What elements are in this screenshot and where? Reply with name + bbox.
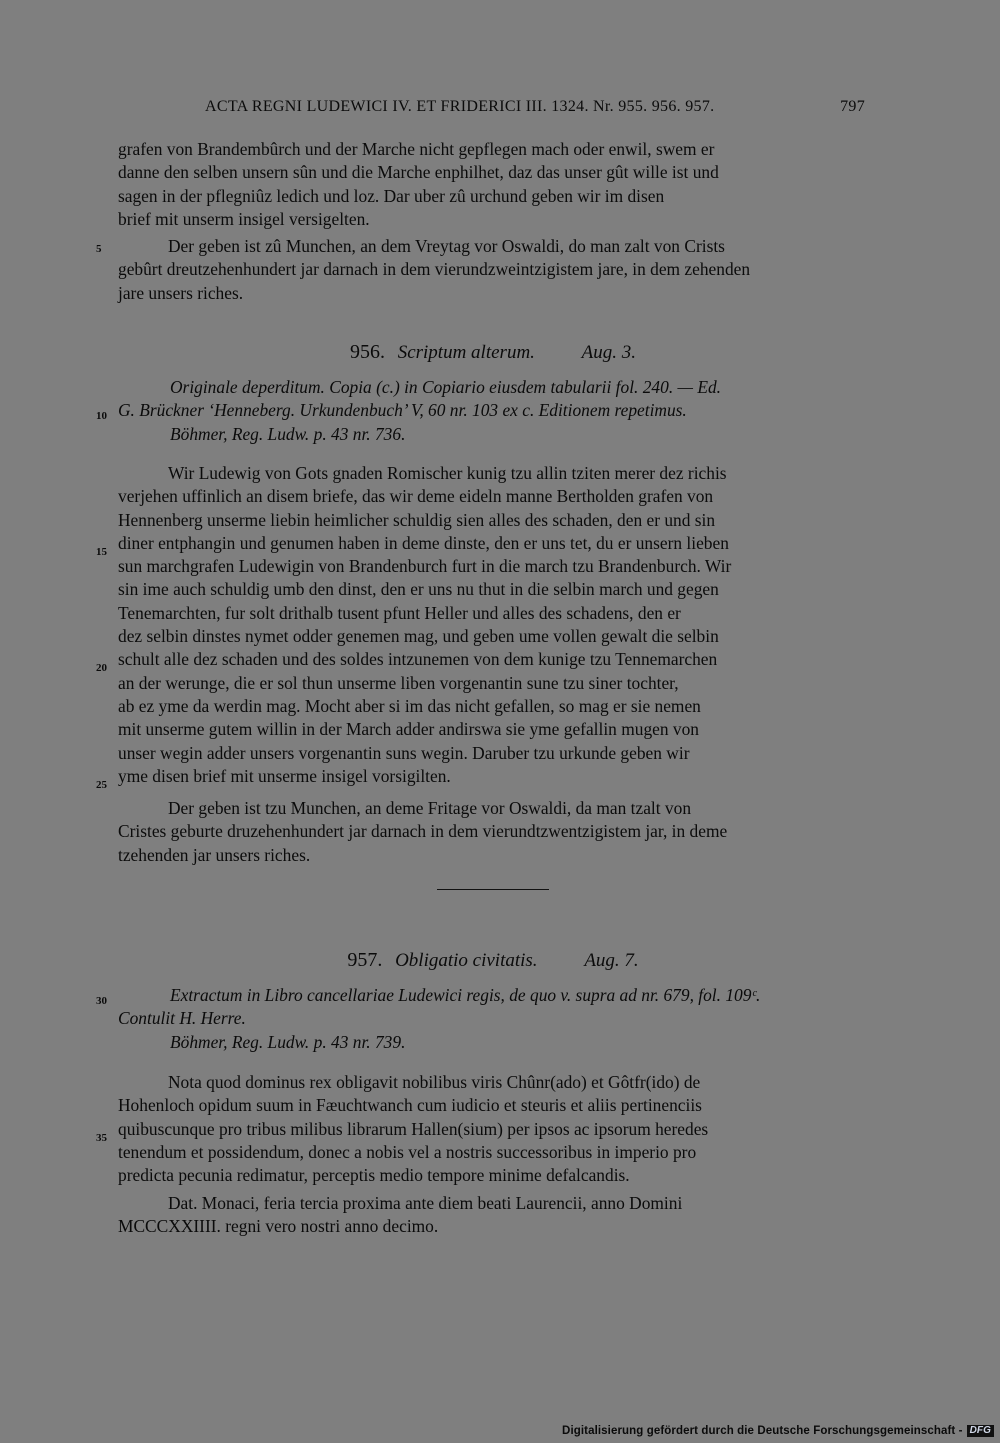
text-line: yme disen brief mit unserme insigel vorsigilten. — [118, 765, 451, 786]
source-line: Böhmer, Reg. Ludw. p. 43 nr. 739. — [170, 1031, 406, 1052]
text-line: predicta pecunia redimatur, perceptis medio tempore minime defalcandis. — [118, 1165, 630, 1186]
text-line: brief mit unserm insigel versigelten. — [118, 208, 370, 229]
doc956-dating — [118, 797, 868, 867]
line-number: 30 — [96, 995, 107, 1007]
doc-date: Aug. 3. — [581, 342, 637, 363]
source-line: G. Brückner ‘Henneberg. Urkundenbuch’ V, 60 nr. 103 ex c. Editionem repetimus. — [118, 400, 687, 421]
text-line: tenendum et possidendum, donec a nobis vel a nostris successoribus in imperio pro — [118, 1141, 697, 1162]
doc956-body — [96, 462, 868, 791]
line-number: 20 — [96, 662, 107, 674]
doc957-body — [96, 1071, 868, 1187]
text-line: sun marchgrafen Ludewigin von Brandenburch furt in die march tzu Brandenburch. Wir — [118, 556, 732, 577]
doc-number: 957. — [347, 949, 383, 971]
dfg-logo-icon: DFG — [967, 1425, 994, 1437]
text-line: Tenemarchten, fur solt drithalb tusent pfunt Heller und alles des schadens, den er — [118, 602, 681, 623]
text-line: ab ez yme da werdin mag. Mocht aber si im das nicht gefallen, so mag er sie nemen — [118, 695, 701, 716]
text-line: MCCCXXIIII. regni vero nostri anno decimo. — [118, 1216, 439, 1237]
text-line: diner entphangin und genumen haben in deme dinste, den er uns tet, du er unsern lieben — [118, 532, 729, 553]
line-number: 25 — [96, 779, 107, 791]
text-line: danne den selben unsern sûn und die Marche enphilhet, daz das unser gût wille ist und — [118, 162, 719, 183]
credit-text: Digitalisierung gefördert durch die Deutsche Forschungsgemeinschaft - — [562, 1425, 963, 1437]
running-header — [118, 98, 868, 124]
line-number: 5 — [96, 243, 102, 255]
page-number: 797 — [840, 98, 865, 115]
text-line: an der werunge, die er sol thun unserme liben vorgenantin sune tzu siner tochter, — [118, 672, 679, 693]
doc955-text — [118, 138, 868, 231]
text-line: Der geben ist zû Munchen, an dem Vreytag vor Oswaldi, do man zalt von Crists — [168, 236, 725, 256]
funding-credit — [562, 1425, 994, 1437]
text-line: schult alle dez schaden und des soldes intzunemen von dem kunige tzu Tennemarchen — [118, 649, 718, 670]
source-line: Extractum in Libro cancellariae Ludewici regis, de quo v. supra ad nr. 679, fol. 109ᶜ. — [170, 985, 761, 1005]
source-line: Contulit H. Herre. — [118, 1008, 246, 1029]
text-line: mit unserme gutem willin in der March adder andirswa sie yme gefallin mugen von — [118, 719, 699, 740]
doc-title: Scriptum alterum. — [397, 342, 535, 363]
text-line: sagen in der pflegniûz ledich und loz. Dar uber zû urchund geben wir im disen — [118, 185, 665, 206]
text-line: verjehen uffinlich an disem briefe, das wir deme eideln manne Bertholden grafen von — [118, 486, 714, 507]
doc957-source — [96, 984, 868, 1054]
text-line: gebûrt dreutzehenhundert jar darnach in dem vierundzweintzigistem jare, in dem zehenden — [118, 259, 751, 280]
doc956-source — [96, 376, 868, 446]
text-line: dez selbin dinstes nymet odder genemen mag, und geben ume vollen gewalt die selbin — [118, 626, 719, 647]
text-line: Cristes geburte druzehenhundert jar darnach in dem vierundtzwentzigistem jar, in deme — [118, 821, 728, 842]
line-number: 35 — [96, 1132, 107, 1144]
text-line: Hennenberg unserme liebin heimlicher schuldig sien alles des schaden, den er und sin — [118, 509, 716, 530]
text-line: Der geben ist tzu Munchen, an deme Fritage vor Oswaldi, da man tzalt von — [168, 798, 692, 818]
text-line: Hohenloch opidum suum in Fæuchtwanch cum iudicio et steuris et aliis pertinenciis — [118, 1095, 702, 1116]
text-line: quibuscunque pro tribus milibus librarum Hallen(sium) per ipsos ac ipsorum heredes — [118, 1118, 709, 1139]
source-line: Böhmer, Reg. Ludw. p. 43 nr. 736. — [170, 423, 406, 444]
doc-title: Obligatio civitatis. — [395, 950, 538, 971]
doc957-heading — [118, 949, 868, 972]
doc-number: 956. — [349, 341, 385, 363]
text-line: unser wegin adder unsers vorgenantin suns wegin. Daruber tzu urkunde geben wir — [118, 742, 690, 763]
source-line: Originale deperditum. Copia (c.) in Copiario eiusdem tabularii fol. 240. — Ed. — [170, 377, 721, 397]
doc-date: Aug. 7. — [584, 950, 639, 971]
text-line: Dat. Monaci, feria tercia proxima ante diem beati Laurencii, anno Domini — [168, 1193, 683, 1213]
text-line: grafen von Brandembûrch und der Marche nicht gepflegen mach oder enwil, swem er — [118, 139, 715, 159]
doc955-dating — [96, 235, 868, 305]
text-line: sin ime auch schuldig umb den dinst, den er uns nu thut in die selbin march und gegen — [118, 579, 719, 600]
text-line: Wir Ludewig von Gots gnaden Romischer kunig tzu allin tziten merer dez richis — [168, 463, 727, 483]
doc956-heading — [118, 341, 868, 364]
line-number: 15 — [96, 546, 107, 558]
text-line: jare unsers riches. — [118, 282, 244, 303]
text-line: tzehenden jar unsers riches. — [118, 844, 311, 865]
line-number: 10 — [96, 410, 107, 422]
section-separator — [437, 889, 549, 890]
text-line: Nota quod dominus rex obligavit nobilibus viris Chûnr(ado) et Gôtfr(ido) de — [168, 1072, 701, 1092]
running-title: ACTA REGNI LUDEWICI IV. ET FRIDERICI III. 1324. Nr. 955. 956. 957. — [205, 98, 715, 115]
doc957-dating — [118, 1192, 868, 1239]
